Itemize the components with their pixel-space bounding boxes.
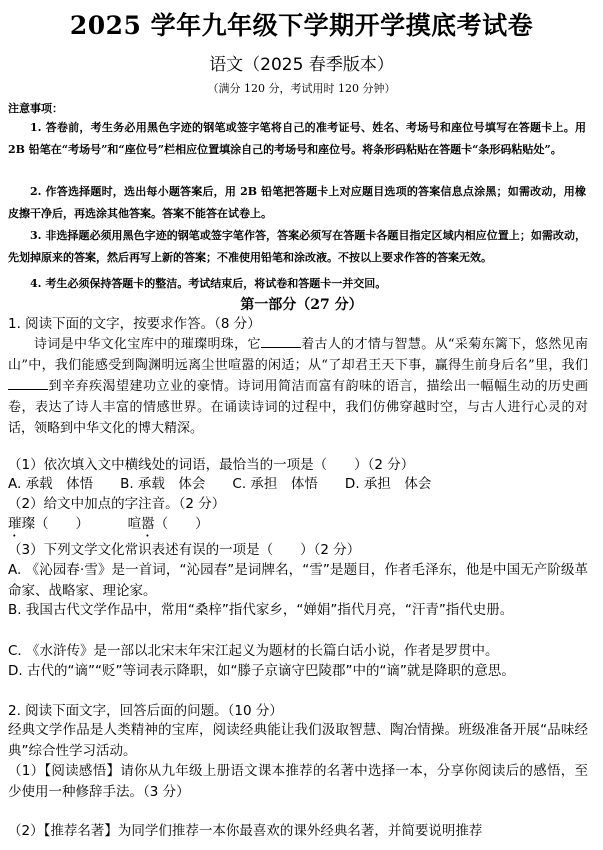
q1-sub1: （1）依次填入文中横线处的词语，最恰当的一项是（ ）（2 分） — [8, 457, 415, 473]
notice-item-3: 3. 非选择题必须用黑色字迹的钢笔或签字笔作答，答案必须写在答题卡各题目指定区域内相应位置上；如需改动，先划掉原来的答案，然后再写上新的答案；不准使用铅笔和涂改液。不按以上要求作答的答案无效。 — [8, 229, 586, 264]
q1-passage-part-c: 到辛弃疾渴望建功立业的豪情。诗词用简洁而富有韵味的语言，描绘出一幅幅生动的历史画卷，表达了诗人丰富的情感世界。在诵读诗词的过程中，我们仿佛穿越时空，与古人进行心灵的对话，领略到中华文化的博大精深。 — [8, 379, 588, 436]
pinyin-char-xiao: 嚣 — [141, 516, 155, 532]
q1-sub1-options: A. 承载 体悟 B. 承载 体会 C. 承担 体悟 D. 承担 体会 — [8, 476, 432, 492]
q1-passage-part-b: 着古人的才情与智慧。从“采菊东篱下，悠然见南山”中，我们能感受到陶渊明远离尘世喧嚣的闲适；从“了却君王天下事，赢得生前身后名”里，我们 — [8, 337, 588, 373]
q2-sub2: （2）【推荐名著】为同学们推荐一本你最喜欢的课外经典名著，并简要说明推荐 — [8, 823, 483, 839]
notice-item-1: 1. 答卷前，考生务必用黑色字迹的钢笔或签字笔将自己的准考证号、姓名、考场号和座位号填写在答题卡上。用 2B 铅笔在“考场号”和“座位号”栏相应位置填涂自己的考场号和座位号。将条形码粘贴在答题卡“条形码粘贴处”。 — [8, 121, 586, 156]
q1-passage — [8, 334, 588, 439]
pinyin-char-can: 璨 — [21, 516, 35, 532]
q1-stem: 1. 阅读下面的文字，按要求作答。（8 分） — [8, 316, 261, 332]
q1-blank-2[interactable] — [8, 377, 48, 390]
q2-intro: 经典文学作品是人类精神的宝库，阅读经典能让我们汲取智慧、陶冶情操。班级准备开展“品味经典”综合性学习活动。 — [8, 722, 588, 759]
pinyin-blank-2[interactable]: （ ） — [154, 516, 209, 532]
pinyin-char-xuan: 喧 — [127, 516, 142, 532]
q1-option-c: C. 《水浒传》是一部以北宋末年宋江起义为题材的长篇白话小说，作者是罗贯中。 — [8, 643, 499, 659]
q1-option-d: D. 古代的“谪”“贬”等词表示降职，如“滕子京谪守巴陵郡”中的“谪”就是降职的意思。 — [8, 663, 515, 679]
notice-item-2: 2. 作答选择题时，选出每小题答案后，用 2B 铅笔把答题卡上对应题目选项的答案信息点涂黑；如需改动，用橡皮擦干净后，再选涂其他答案。答案不能答在试卷上。 — [8, 185, 586, 220]
q1-blank-1[interactable] — [261, 335, 301, 348]
q1-option-a: A. 《沁园春·雪》是一首词，“沁园春”是词牌名，“雪”是题目，作者毛泽东，他是中国无产阶级革命家、战略家、理论家。 — [8, 562, 588, 599]
pinyin-char-cui: 璀 — [8, 516, 22, 532]
exam-note: （满分 120 分，考试用时 120 分钟） — [207, 82, 396, 95]
q1-option-b: B. 我国古代文学作品中，常用“桑梓”指代家乡，“婵娟”指代月亮，“汗青”指代史册。 — [8, 602, 514, 618]
notice-item-4: 4. 考生必须保持答题卡的整洁。考试结束后，将试卷和答题卡一并交回。 — [30, 277, 387, 290]
q1-sub2: （2）给文中加点的字注音。（2 分） — [8, 496, 226, 512]
pinyin-blank-1[interactable]: （ ） — [35, 516, 89, 532]
exam-subtitle: 语文（2025 春季版本） — [209, 55, 394, 75]
q1-passage-part-a: 诗词是中华文化宝库中的璀璨明珠，它 — [34, 337, 261, 352]
q2-stem: 2. 阅读下面文字，回答后面的问题。（10 分） — [8, 703, 283, 719]
exam-title: 2025 学年九年级下学期开学摸底考试卷 — [69, 11, 534, 40]
section-heading: 第一部分（27 分） — [240, 297, 363, 313]
q2-sub1: （1）【阅读感悟】请你从九年级上册语文课本推荐的名著中选择一本，分享你阅读后的感悟，至少使用一种修辞手法。（3 分） — [8, 763, 588, 800]
q1-sub3: （3）下列文学文化常识表述有误的一项是（ ）（2 分） — [8, 542, 361, 558]
notice-heading: 注意事项： — [8, 102, 63, 115]
q1-sub2-words — [8, 514, 209, 540]
